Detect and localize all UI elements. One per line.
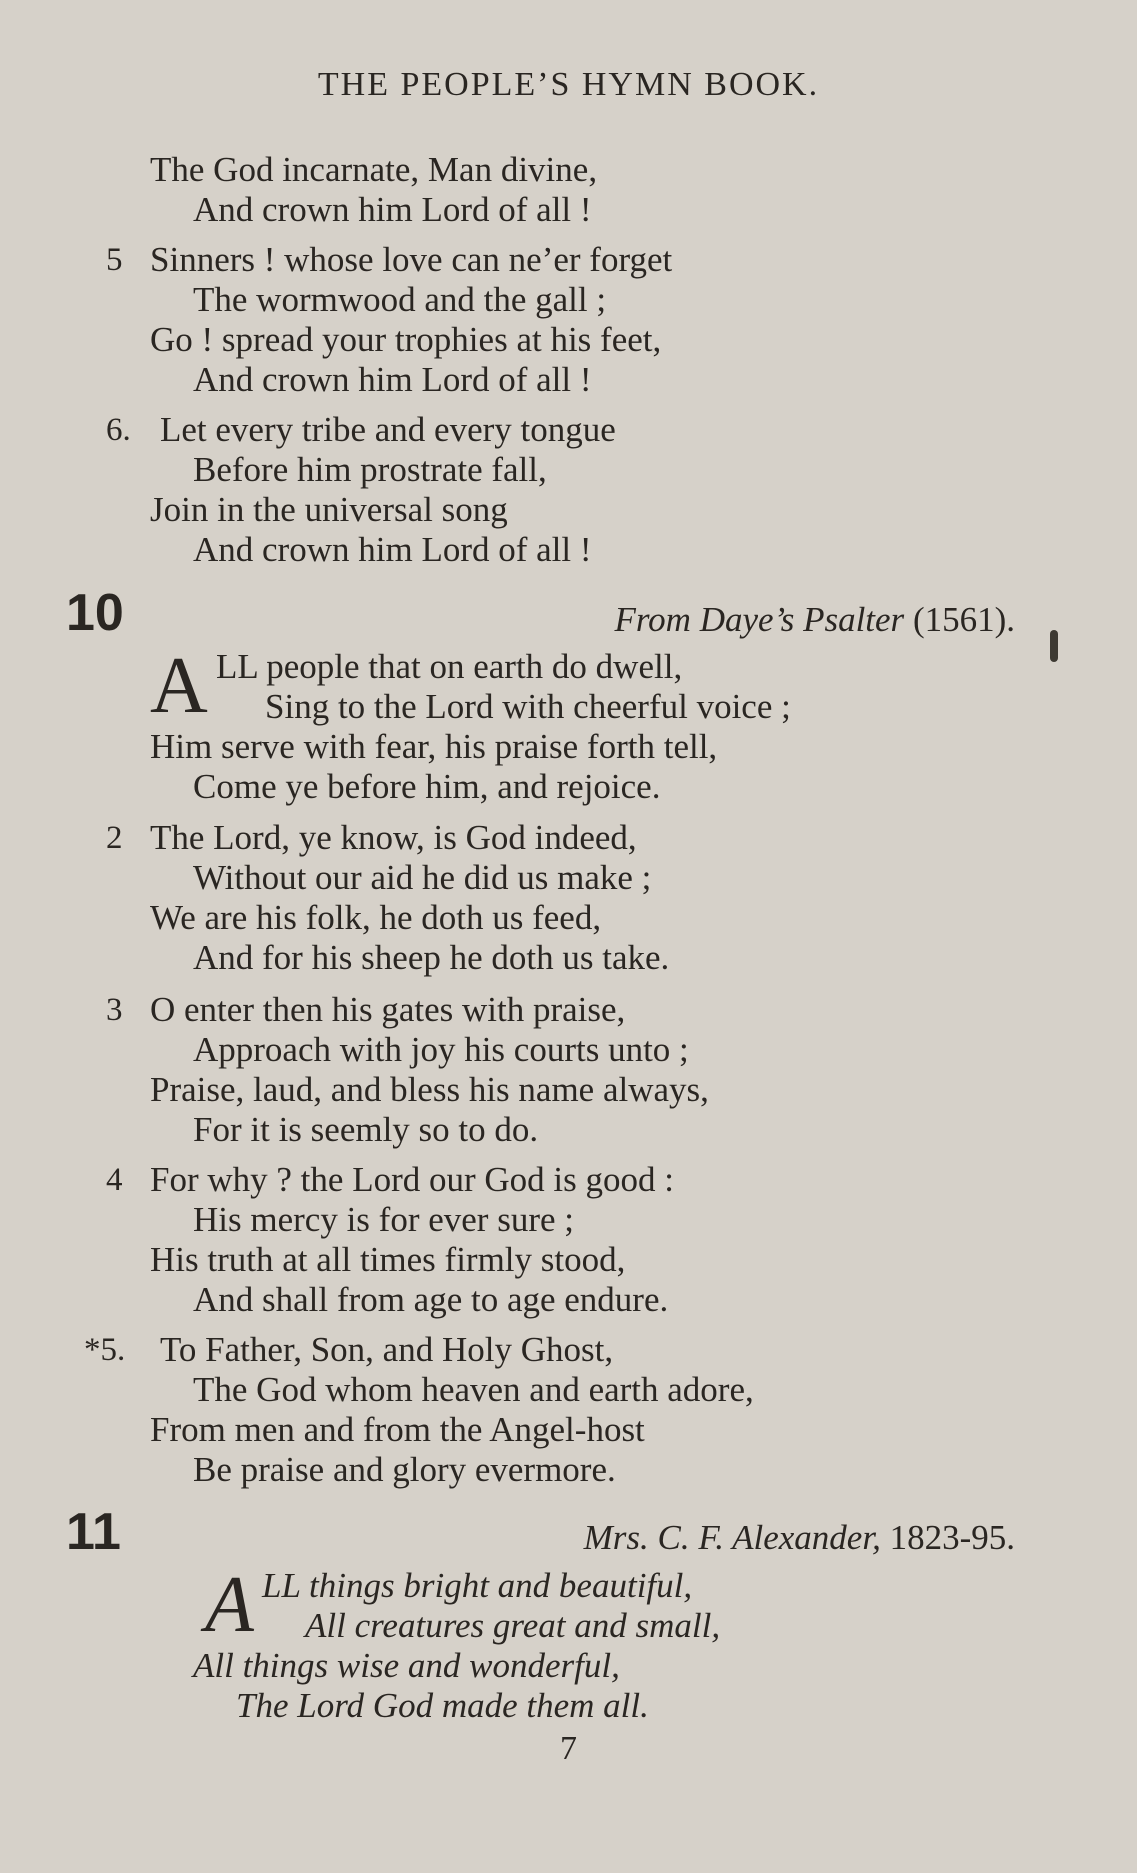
verse-line: Approach with joy his courts unto ; (193, 1030, 689, 1069)
verse-number: 6. (106, 412, 131, 448)
verse-line: And shall from age to age endure. (193, 1280, 669, 1319)
attribution-years: 1823-95. (889, 1518, 1015, 1557)
verse-line: For it is seemly so to do. (193, 1110, 539, 1149)
verse-line: Come ye before him, and rejoice. (193, 767, 661, 806)
verse-line: We are his folk, he doth us feed, (150, 898, 602, 937)
page-blemish (1050, 630, 1058, 662)
verse-line: O enter then his gates with praise, (150, 990, 626, 1029)
verse-line: The God incarnate, Man divine, (150, 150, 598, 189)
hymn-number: 11 (66, 1503, 121, 1561)
drop-cap: A (150, 642, 208, 730)
verse-line: Let every tribe and every tongue (160, 410, 616, 449)
verse-line: For why ? the Lord our God is good : (150, 1160, 674, 1199)
drop-cap: A (205, 1561, 254, 1649)
attribution-source: From Daye’s Psalter (614, 600, 905, 639)
attribution-year: (1561). (912, 600, 1015, 639)
verse-line: His mercy is for ever sure ; (193, 1200, 574, 1239)
verse-line: Join in the universal song (150, 490, 508, 529)
verse-line: Go ! spread your trophies at his feet, (150, 320, 662, 359)
hymn-attribution (584, 1518, 1015, 1558)
hymn-attribution (614, 600, 1015, 640)
verse-number: 2 (106, 820, 123, 856)
hymn-number: 10 (66, 584, 124, 642)
verse-line: LL things bright and beautiful, (262, 1566, 693, 1605)
verse-line: Praise, laud, and bless his name always, (150, 1070, 709, 1109)
verse-line: His truth at all times firmly stood, (150, 1240, 626, 1279)
verse-number: *5. (84, 1332, 126, 1368)
verse-line: All creatures great and small, (305, 1606, 721, 1645)
verse-line: Sinners ! whose love can ne’er forget (150, 240, 673, 279)
verse-number: 4 (106, 1162, 123, 1198)
verse-line: From men and from the Angel-host (150, 1410, 645, 1449)
verse-line: Him serve with fear, his praise forth tell, (150, 727, 718, 766)
verse-line: Be praise and glory evermore. (193, 1450, 616, 1489)
attribution-author: Mrs. C. F. Alexander, (583, 1518, 881, 1557)
verse-number: 3 (106, 992, 123, 1028)
verse-line: And for his sheep he doth us take. (193, 938, 670, 977)
verse-line: The God whom heaven and earth adore, (193, 1370, 754, 1409)
verse-line: And crown him Lord of all ! (193, 360, 592, 399)
verse-line: And crown him Lord of all ! (193, 530, 592, 569)
verse-line: The Lord, ye know, is God indeed, (150, 818, 637, 857)
verse-line: Sing to the Lord with cheerful voice ; (265, 687, 791, 726)
verse-line: All things wise and wonderful, (193, 1646, 620, 1685)
page-number: 7 (560, 1730, 577, 1767)
running-header: THE PEOPLE’S HYMN BOOK. (317, 66, 820, 103)
verse-line: LL people that on earth do dwell, (216, 647, 683, 686)
verse-line: The Lord God made them all. (236, 1686, 649, 1725)
verse-line: To Father, Son, and Holy Ghost, (160, 1330, 614, 1369)
verse-line: Without our aid he did us make ; (193, 858, 652, 897)
verse-line: The wormwood and the gall ; (193, 280, 607, 319)
verse-line: Before him prostrate fall, (193, 450, 547, 489)
verse-line: And crown him Lord of all ! (193, 190, 592, 229)
verse-number: 5 (106, 242, 123, 278)
